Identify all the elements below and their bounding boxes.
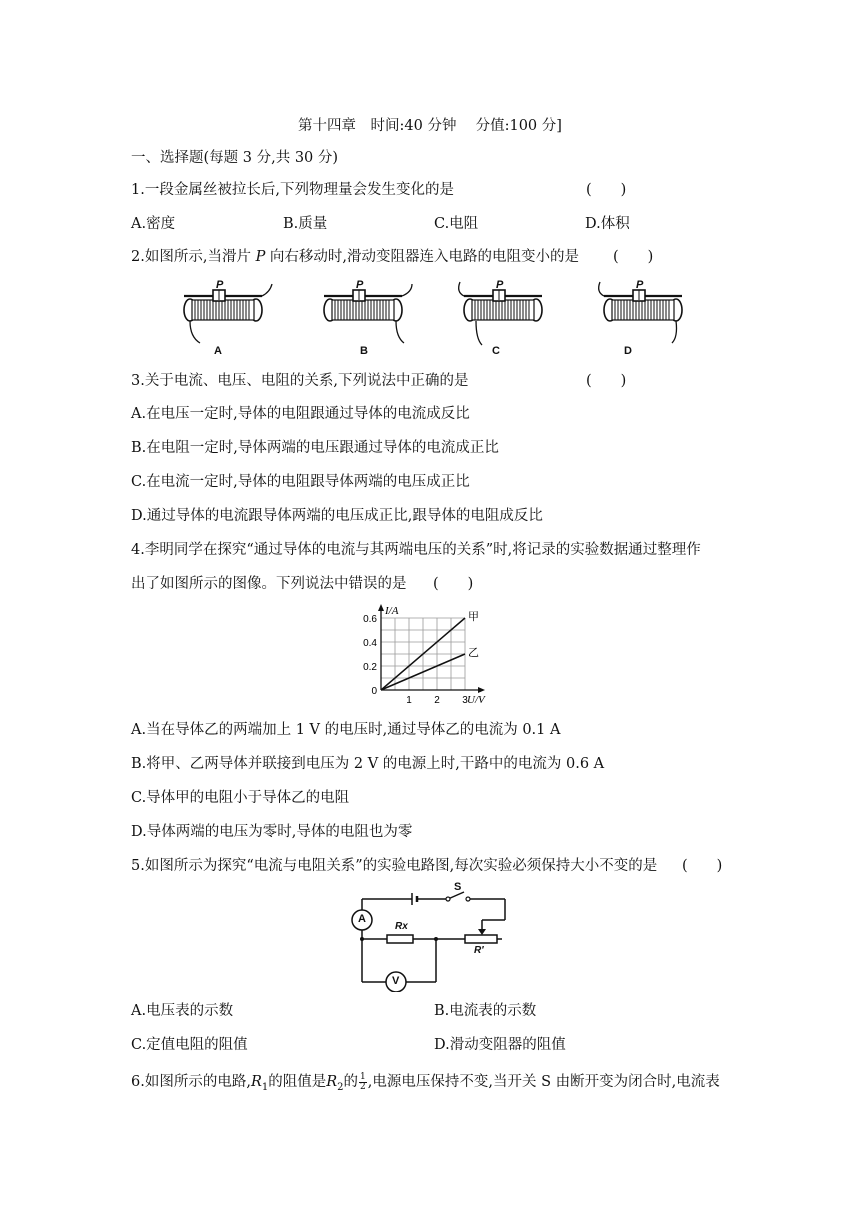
q2-figure-label-d: D: [624, 345, 632, 357]
q1-option-a: A.密度: [131, 216, 176, 232]
voltmeter-label: V: [392, 975, 400, 987]
q2-slider-label-a: P: [216, 279, 224, 291]
q4-option-c: C.导体甲的电阻小于导体乙的电阻: [131, 790, 350, 806]
rprime-label: R′: [474, 945, 484, 956]
q5-stem: 5.如图所示为探究“电流与电阻关系”的实验电路图,每次实验必须保持大小不变的是: [131, 858, 658, 874]
q4-iu-chart-svg: [345, 604, 515, 712]
q4-option-d: D.导体两端的电压为零时,导体的电阻也为零: [131, 824, 413, 840]
q4-stem-line1: 4.李明同学在探究“通过导体的电流与其两端电压的关系”时,将记录的实验数据通过整理作: [131, 542, 701, 558]
q2-answer-blank: ( ): [613, 249, 654, 265]
q3-option-d: D.通过导体的电流跟导体两端的电压成正比,跟导体的电阻成反比: [131, 508, 543, 524]
q6-stem-part1: 6.如图所示的电路,: [131, 1074, 251, 1090]
q1-option-d: D.体积: [585, 216, 630, 232]
q3-option-b: B.在电阻一定时,导体两端的电压跟通过导体的电流成正比: [131, 440, 499, 456]
q3-stem: 3.关于电流、电压、电阻的关系,下列说法中正确的是: [131, 373, 469, 389]
q2-figure-label-b: B: [360, 345, 368, 357]
q2-figure-label-c: C: [492, 345, 500, 357]
x-tick-label: 1: [406, 695, 412, 706]
q5-answer-blank: ( ): [682, 858, 723, 874]
q4-iu-chart: [345, 604, 515, 712]
y-tick-label: 0.6: [363, 614, 377, 625]
q5-option-b: B.电流表的示数: [434, 1003, 537, 1019]
q1-option-c: C.电阻: [434, 216, 479, 232]
origin-label: 0: [371, 686, 377, 697]
y-axis-arrow: [378, 604, 384, 611]
q2-stem-part1: 2.如图所示,当滑片: [131, 249, 256, 265]
q6-fraction-denominator: 2: [360, 1081, 366, 1092]
y-tick-label: 0.4: [363, 638, 377, 649]
q6-r2: R: [326, 1074, 338, 1090]
x-axis-arrow: [478, 687, 485, 693]
q5-circuit-diagram: [350, 881, 520, 992]
q6-stem-part4: ,电源电压保持不变,当开关 S 由断开变为闭合时,电流表: [367, 1074, 720, 1090]
q2-rheostat-a: [184, 284, 272, 343]
q2-rheostat-d: [599, 282, 682, 343]
q3-answer-blank: ( ): [586, 373, 627, 389]
q5-option-d: D.滑动变阻器的阻值: [434, 1037, 566, 1053]
q2-rheostat-figures: [178, 278, 698, 364]
q5-option-c: C.定值电阻的阻值: [131, 1037, 248, 1053]
q4-answer-blank: ( ): [433, 576, 474, 592]
section-heading: 一、选择题(每题 3 分,共 30 分): [131, 150, 339, 166]
ammeter-label: A: [358, 913, 366, 925]
q2-slider-label-d: P: [636, 279, 644, 291]
page-title: 第十四章 时间:40 分钟 分值:100 分]: [298, 118, 562, 134]
q4-stem-line2: 出了如图所示的图像。下列说法中错误的是: [131, 576, 407, 592]
y-tick-label: 0.2: [363, 662, 377, 673]
series-label-jia: 甲: [468, 610, 479, 623]
q6-r1: R: [250, 1074, 262, 1090]
x-axis-label: U/V: [467, 694, 485, 706]
q2-rheostat-b: [324, 284, 412, 343]
q2-figure-label-a: A: [214, 345, 222, 357]
switch-label: S: [454, 881, 462, 893]
q4-option-a: A.当在导体乙的两端加上 1 V 的电压时,通过导体乙的电流为 0.1 A: [131, 722, 561, 738]
q6-stem-part3: 的: [343, 1074, 359, 1090]
y-axis-label: I/A: [385, 605, 399, 617]
q2-rheostat-c: [459, 282, 542, 345]
q3-option-c: C.在电流一定时,导体的电阻跟导体两端的电压成正比: [131, 474, 470, 490]
q6-r1-sub: 1: [261, 1081, 269, 1093]
q1-option-b: B.质量: [283, 216, 328, 232]
q6-stem-part2: 的阻值是: [268, 1074, 327, 1090]
q6-stem: [131, 1072, 720, 1098]
q4-option-b: B.将甲、乙两导体并联接到电压为 2 V 的电源上时,干路中的电流为 0.6 A: [131, 756, 605, 772]
q2-slider-label-c: P: [496, 279, 504, 291]
q2-stem-part2: 向右移动时,滑动变阻器连入电路的电阻变小的是: [265, 249, 580, 265]
q2-stem: [131, 247, 579, 267]
x-tick-label: 3: [462, 695, 468, 706]
q5-option-a: A.电压表的示数: [131, 1003, 234, 1019]
q6-fraction: [359, 1073, 367, 1092]
q2-slider-variable: P: [255, 249, 266, 265]
series-label-yi: 乙: [468, 646, 479, 659]
x-tick-label: 2: [434, 695, 440, 706]
q6-r2-sub: 2: [337, 1081, 344, 1093]
q2-slider-label-b: P: [356, 279, 364, 291]
q3-option-a: A.在电压一定时,导体的电阻跟通过导体的电流成反比: [131, 406, 470, 422]
q1-stem: 1.一段金属丝被拉长后,下列物理量会发生变化的是: [131, 182, 454, 198]
q1-answer-blank: ( ): [586, 182, 627, 198]
rx-label: Rx: [395, 921, 408, 932]
q6-fraction-numerator: 1: [360, 1071, 366, 1082]
